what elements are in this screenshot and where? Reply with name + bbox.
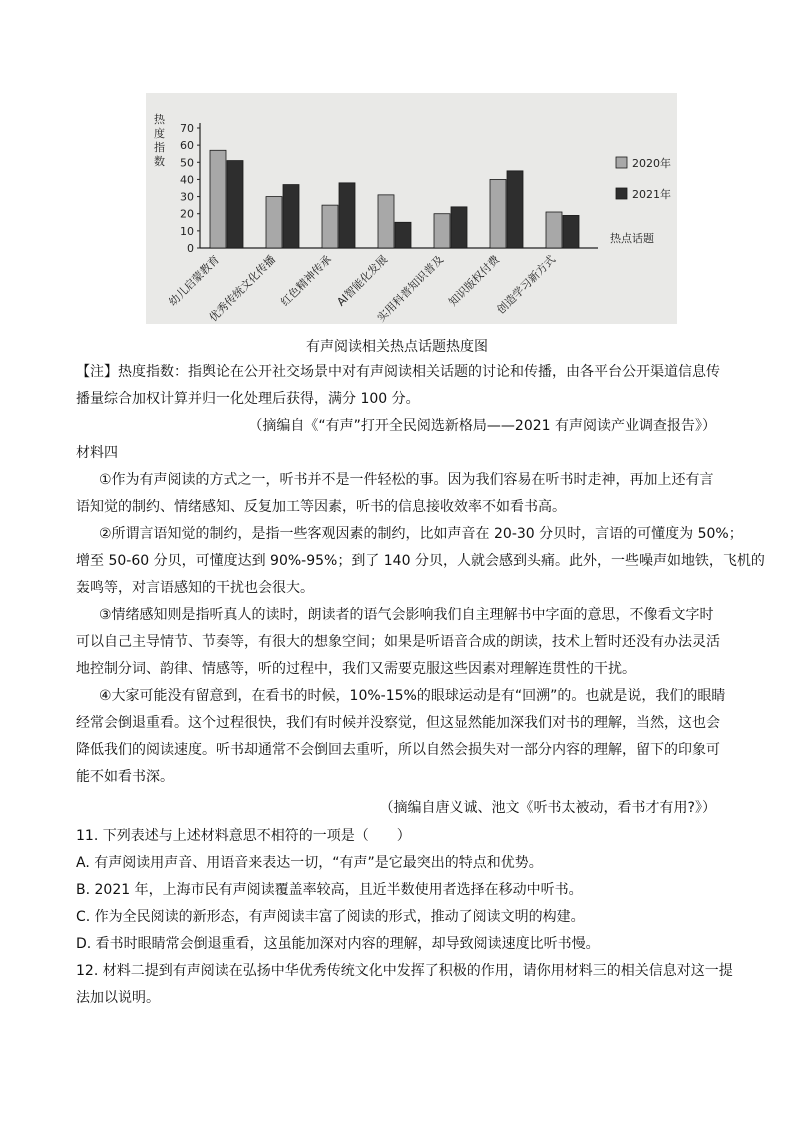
bar-2021	[451, 207, 467, 248]
y-tick-label: 40	[180, 173, 194, 187]
y-axis-label-char: 指	[154, 141, 165, 154]
paragraph-2-line-1: ②所谓言语知觉的制约，是指一些客观因素的制约，比如声音在 20-30 分贝时，言语的可懂度为 50%；	[99, 526, 743, 542]
bar-chart	[146, 93, 677, 324]
bar-2021	[283, 185, 299, 248]
question-11-option-b: B. 2021 年，上海市民有声阅读覆盖率较高，且近半数使用者选择在移动中听书。	[76, 882, 583, 898]
y-tick-label: 10	[180, 224, 194, 238]
paragraph-1-line-1: ①作为有声阅读的方式之一，听书并不是一件轻松的事。因为我们容易在听书时走神，再加上还有言	[99, 472, 714, 488]
paragraph-4-line-4: 能不如看书深。	[76, 769, 174, 785]
paragraph-4-line-1: ④大家可能没有留意到，在看书的时候，10%-15%的眼球运动是有“回溯”的。也就是说，我们的眼睛	[99, 688, 726, 704]
y-tick-label: 20	[180, 207, 194, 221]
question-12-line-2: 法加以说明。	[76, 990, 160, 1006]
chart-caption: 有声阅读相关热点话题热度图	[306, 339, 488, 355]
y-tick-label: 50	[180, 156, 194, 170]
bar-2020	[266, 197, 282, 248]
y-tick-label: 30	[180, 190, 194, 204]
question-11-option-c: C. 作为全民阅读的新形态，有声阅读丰富了阅读的形式，推动了阅读文明的构建。	[76, 909, 585, 925]
bar-2020	[210, 150, 226, 248]
x-axis-label: 热点话题	[610, 232, 654, 245]
category-label: AI智能化发展	[334, 252, 391, 309]
paragraph-2-line-2: 增至 50-60 分贝，可懂度达到 90%-95%；到了 140 分贝，人就会感到头痛。此外，一些噪声如地铁，飞机的	[76, 553, 765, 569]
chart-photo	[146, 93, 677, 324]
paragraph-3-line-1: ③情绪感知则是指听真人的读时，朗读者的语气会影响我们自主理解书中字面的意思，不像看文字时	[99, 607, 714, 623]
material-title: 材料四	[76, 445, 118, 461]
bar-2021	[339, 183, 355, 248]
legend-label: 2021年	[632, 188, 671, 201]
paragraph-4-line-2: 经常会倒退重看。这个过程很快，我们有时候并没察觉，但这显然能加深我们对书的理解，当然，这也会	[76, 715, 720, 731]
source-citation-2: （摘编自唐义诚、池文《听书太被动，看书才有用?》）	[379, 800, 716, 816]
y-axis-label-char: 度	[154, 127, 165, 140]
note-line-2: 播量综合加权计算并归一化处理后获得，满分 100 分。	[76, 391, 420, 407]
bar-2021	[395, 222, 411, 248]
category-label: 幼儿启蒙教育	[166, 252, 223, 309]
y-axis-label-char: 数	[154, 155, 165, 168]
paragraph-3-line-2: 可以自己主导情节、节奏等，有很大的想象空间；如果是听语音合成的朗读，技术上暂时还没有办法灵活	[76, 634, 720, 650]
bar-2020	[490, 179, 506, 248]
bar-2021	[563, 215, 579, 248]
bar-2020	[378, 195, 394, 248]
category-label: 实用科普知识普及	[374, 252, 447, 324]
question-11-option-a: A. 有声阅读用声音、用语音来表达一切，“有声”是它最突出的特点和优势。	[76, 855, 543, 871]
source-citation-1: （摘编自《“有声”打开全民阅选新格局——2021 有声阅读产业调查报告》）	[248, 418, 716, 434]
y-tick-label: 0	[187, 242, 194, 255]
category-label: 创造学习新方式	[494, 252, 559, 317]
paragraph-1-line-2: 语知觉的制约、情绪感知、反复加工等因素，听书的信息接收效率不如看书高。	[76, 499, 566, 515]
paragraph-2-line-3: 轰鸣等，对言语感知的干扰也会很大。	[76, 580, 314, 596]
question-12-line-1: 12. 材料二提到有声阅读在弘扬中华优秀传统文化中发挥了积极的作用，请你用材料三的相关信息对这一提	[76, 963, 733, 979]
question-11: 11. 下列表述与上述材料意思不相符的一项是（ ）	[76, 828, 411, 844]
note-line-1: 【注】热度指数：指舆论在公开社交场景中对有声阅读相关话题的讨论和传播，由各平台公开渠道信息传	[76, 364, 720, 380]
question-11-option-d: D. 看书时眼睛常会倒退重看，这虽能加深对内容的理解，却导致阅读速度比听书慢。	[76, 936, 600, 952]
legend-label: 2020年	[632, 157, 671, 170]
category-label: 优秀传统文化传播	[206, 252, 279, 324]
legend-swatch	[616, 188, 627, 199]
paragraph-3-line-3: 地控制分词、韵律、情感等，听的过程中，我们又需要克服这些因素对理解连贯性的干扰。	[76, 661, 636, 677]
y-tick-label: 60	[180, 139, 194, 153]
bar-2020	[434, 214, 450, 248]
category-label: 知识版权付费	[446, 252, 503, 309]
bar-2020	[322, 205, 338, 248]
bar-2020	[546, 212, 562, 248]
category-label: 红色精神传承	[278, 252, 335, 309]
bar-2021	[227, 161, 243, 248]
paragraph-4-line-3: 降低我们的阅读速度。听书却通常不会倒回去重听，所以自然会损失对一部分内容的理解，留下的印象可	[76, 742, 720, 758]
bar-2021	[507, 171, 523, 248]
y-axis-label-char: 热	[154, 113, 165, 126]
legend-swatch	[616, 157, 627, 168]
y-tick-label: 70	[180, 122, 194, 135]
